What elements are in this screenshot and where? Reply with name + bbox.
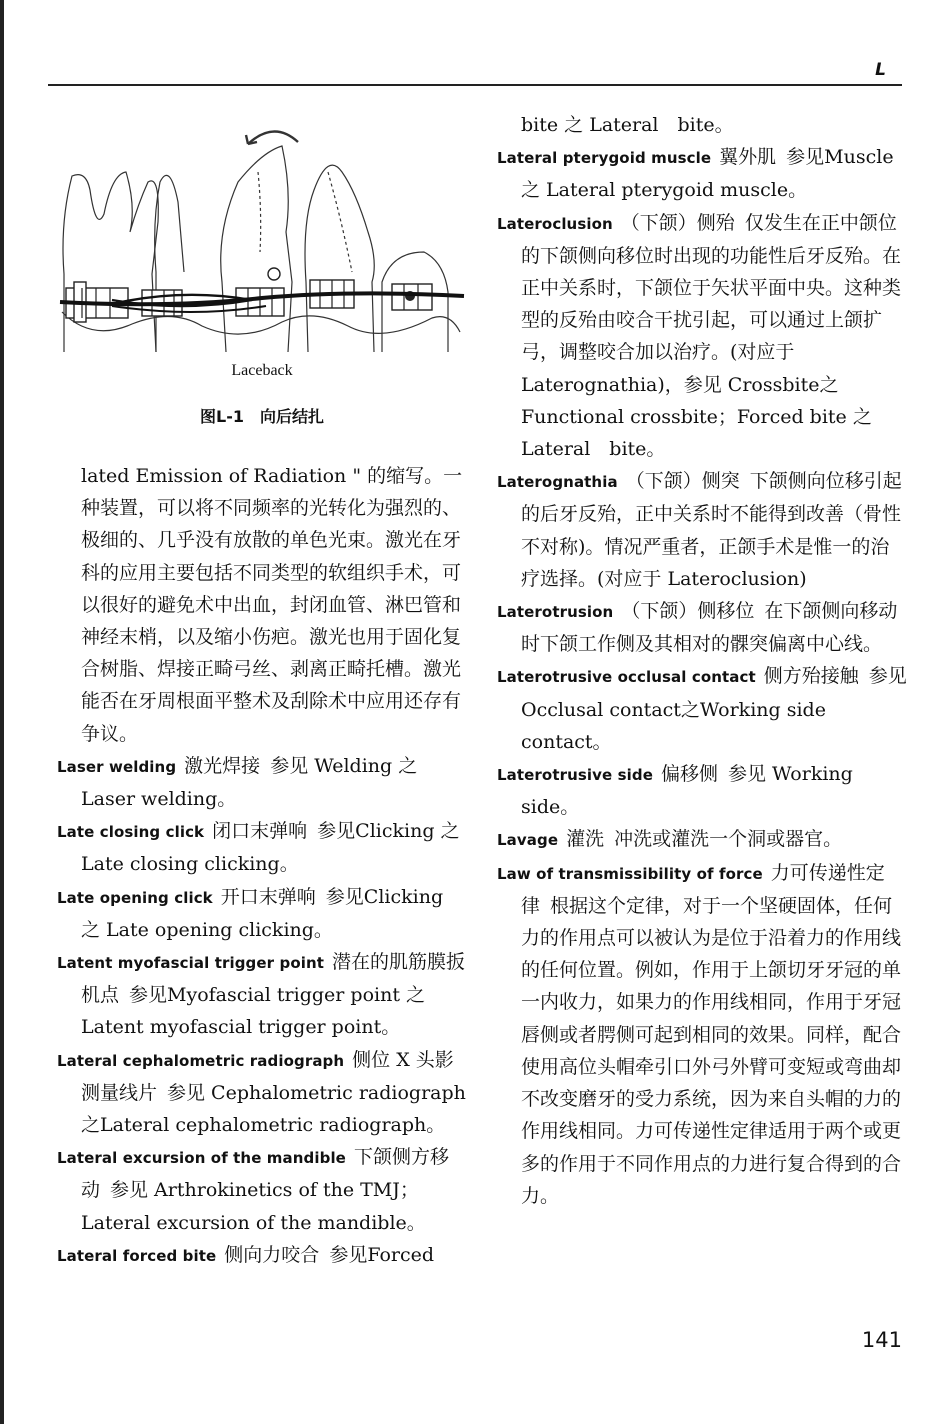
entry-translation: 灌洗 xyxy=(566,828,605,851)
entry-translation: 偏移侧 xyxy=(661,763,719,786)
entry-translation: 侧向力咬合 xyxy=(224,1243,320,1266)
entry-definition: 参见Myofascial trigger point 之 Latent myofascial trigger point。 xyxy=(81,984,425,1039)
book-spine-edge xyxy=(0,0,4,1424)
entry-definition: 根据这个定律，对于一个坚硬固体，任何力的作用点可以被认为是位于沿着力的作用线的任何位置。例如，作用于上颌切牙牙冠的单一内收力，如果力的作用线相同，作用于牙冠唇侧或者腭侧可起到相同的效果。同样，配合使用高位头帽牵引口外弓外臂可变短或弯曲却不改变磨牙的受力系统，因为来自头帽的力的作用线相同。力可传递性定律适用于两个或更多的作用于不同作用点的力进行复合得到的合力。 xyxy=(521,894,902,1207)
glossary-entry xyxy=(57,1044,467,1142)
glossary-entry xyxy=(57,1141,467,1239)
entry-definition: 参见Forced xyxy=(329,1243,435,1266)
glossary-entry xyxy=(57,946,467,1044)
entry-term: Latent myofascial trigger point xyxy=(57,954,325,973)
entry-translation: （下颌）侧殆 xyxy=(620,211,735,234)
header-rule xyxy=(48,84,902,86)
entry-definition: 冲洗或灌洗一个洞或器官。 xyxy=(614,828,843,851)
figure-laceback xyxy=(52,112,472,432)
entry-translation: 侧位 X 头影测量线片 xyxy=(81,1048,454,1104)
glossary-entry xyxy=(57,881,467,946)
laceback-illustration xyxy=(52,112,472,357)
glossary-entry xyxy=(57,815,467,880)
entry-translation: （下颌）侧突 xyxy=(625,470,740,493)
entry-translation: 潜在的肌筋膜扳机点 xyxy=(81,951,466,1007)
entry-translation: 激光焊接 xyxy=(184,754,261,777)
entry-term: Laterotrusive occlusal contact xyxy=(497,668,756,687)
glossary-entry xyxy=(497,660,907,758)
entry-term: Late closing click xyxy=(57,823,205,842)
entry-translation: （下颌）侧移位 xyxy=(621,600,755,623)
entry-term: Law of transmissibility of force xyxy=(497,864,763,883)
entry-definition: 下颌侧向位移引起的后牙反殆，正中关系时不能得到改善（骨性不对称)。情况严重者，正颌手术是惟一的治疗选择。(对应于 Lateroclusion) xyxy=(521,470,902,590)
glossary-entry xyxy=(497,141,907,206)
entry-translation: 力可传递性定律 xyxy=(521,861,885,917)
entry-translation: 闭口末弹响 xyxy=(212,820,308,843)
glossary-entry xyxy=(497,758,907,823)
continued-entry-text: bite 之 Lateral bite。 xyxy=(521,114,734,136)
right-column xyxy=(497,109,907,1212)
entry-definition: 参见 Cephalometric radiograph之Lateral cephalometric radiograph。 xyxy=(81,1081,466,1137)
entry-definition: 仅发生在正中颌位的下颌侧向移位时出现的功能性后牙反殆。在正中关系时，下颌位于矢状平面中央。这种类型的反殆由咬合干扰引起，可以通过上颌扩弓，调整咬合加以治疗。(对应于Laterognathia)，参见 Crossbite之Functional crossbite；Forced bite 之 Lateral bite。 xyxy=(521,211,902,461)
continued-entry-text: lated Emission of Radiation " 的缩写。一种装置，可以将不同频率的光转化为强烈的、极细的、几乎没有放散的单色光束。激光在牙科的应用主要包括不同类型的软组织手术，可以很好的避免术中出血，封闭血管、淋巴管和神经末梢，以及缩小伤疤。激光也用于固化复合树脂、焊接正畸弓丝、剥离正畸托槽。激光能否在牙周根面平整术及刮除术中应用还存有争议。 xyxy=(81,465,463,745)
section-letter: L xyxy=(875,60,886,80)
canine-tooth xyxy=(221,146,292,352)
entry-term: Lavage xyxy=(497,831,559,850)
entry-term: Laterotrusive side xyxy=(497,766,653,785)
entry-definition: 参见Clicking 之 Late closing clicking。 xyxy=(81,820,460,876)
figure-title: 图L-1 向后结扎 xyxy=(200,407,324,426)
entry-translation: 侧方殆接触 xyxy=(763,665,859,688)
entry-term: Laser welding xyxy=(57,757,177,776)
entry-translation: 下颌侧方移动 xyxy=(81,1146,449,1202)
entry-definition: 参见Occlusal contact之Working side contact。 xyxy=(521,665,907,753)
entry-term: Lateral forced bite xyxy=(57,1246,217,1265)
entry-term: Lateral excursion of the mandible xyxy=(57,1149,346,1168)
entry-definition: 参见Muscle 之 Lateral pterygoid muscle。 xyxy=(521,146,894,202)
molar-tooth xyxy=(63,172,158,352)
premolar-tooth-right xyxy=(305,165,374,352)
left-column xyxy=(57,460,467,1272)
glossary-entry xyxy=(497,465,907,595)
glossary-entry xyxy=(497,595,907,660)
glossary-entry xyxy=(57,750,467,815)
entry-definition: 参见 Welding 之 Laser welding。 xyxy=(81,754,418,811)
entry-term: Lateral cephalometric radiograph xyxy=(57,1051,345,1070)
entry-translation: 翼外肌 xyxy=(719,146,777,169)
glossary-entry xyxy=(497,207,907,466)
premolar-tooth xyxy=(155,175,184,352)
figure-caption: Laceback xyxy=(231,362,293,379)
page-number: 141 xyxy=(861,1328,902,1352)
entry-term: Lateroclusion xyxy=(497,214,613,233)
entry-term: Lateral pterygoid muscle xyxy=(497,149,712,168)
glossary-entry xyxy=(497,823,907,856)
entry-definition: 参见 Arthrokinetics of the TMJ；Lateral excursion of the mandible。 xyxy=(81,1179,426,1234)
entry-translation: 开口末弹响 xyxy=(220,885,316,908)
entry-term: Laterognathia xyxy=(497,473,618,492)
entry-term: Late opening click xyxy=(57,888,213,907)
glossary-entry xyxy=(497,857,907,1212)
entry-definition: 参见Clicking 之 Late opening clicking。 xyxy=(81,885,444,941)
entry-definition: 在下颌侧向移动时下颌工作侧及其相对的髁突偏离中心线。 xyxy=(521,600,898,656)
glossary-entry xyxy=(57,1239,467,1272)
entry-term: Laterotrusion xyxy=(497,603,614,622)
entry-definition: 参见 Working side。 xyxy=(521,763,853,819)
